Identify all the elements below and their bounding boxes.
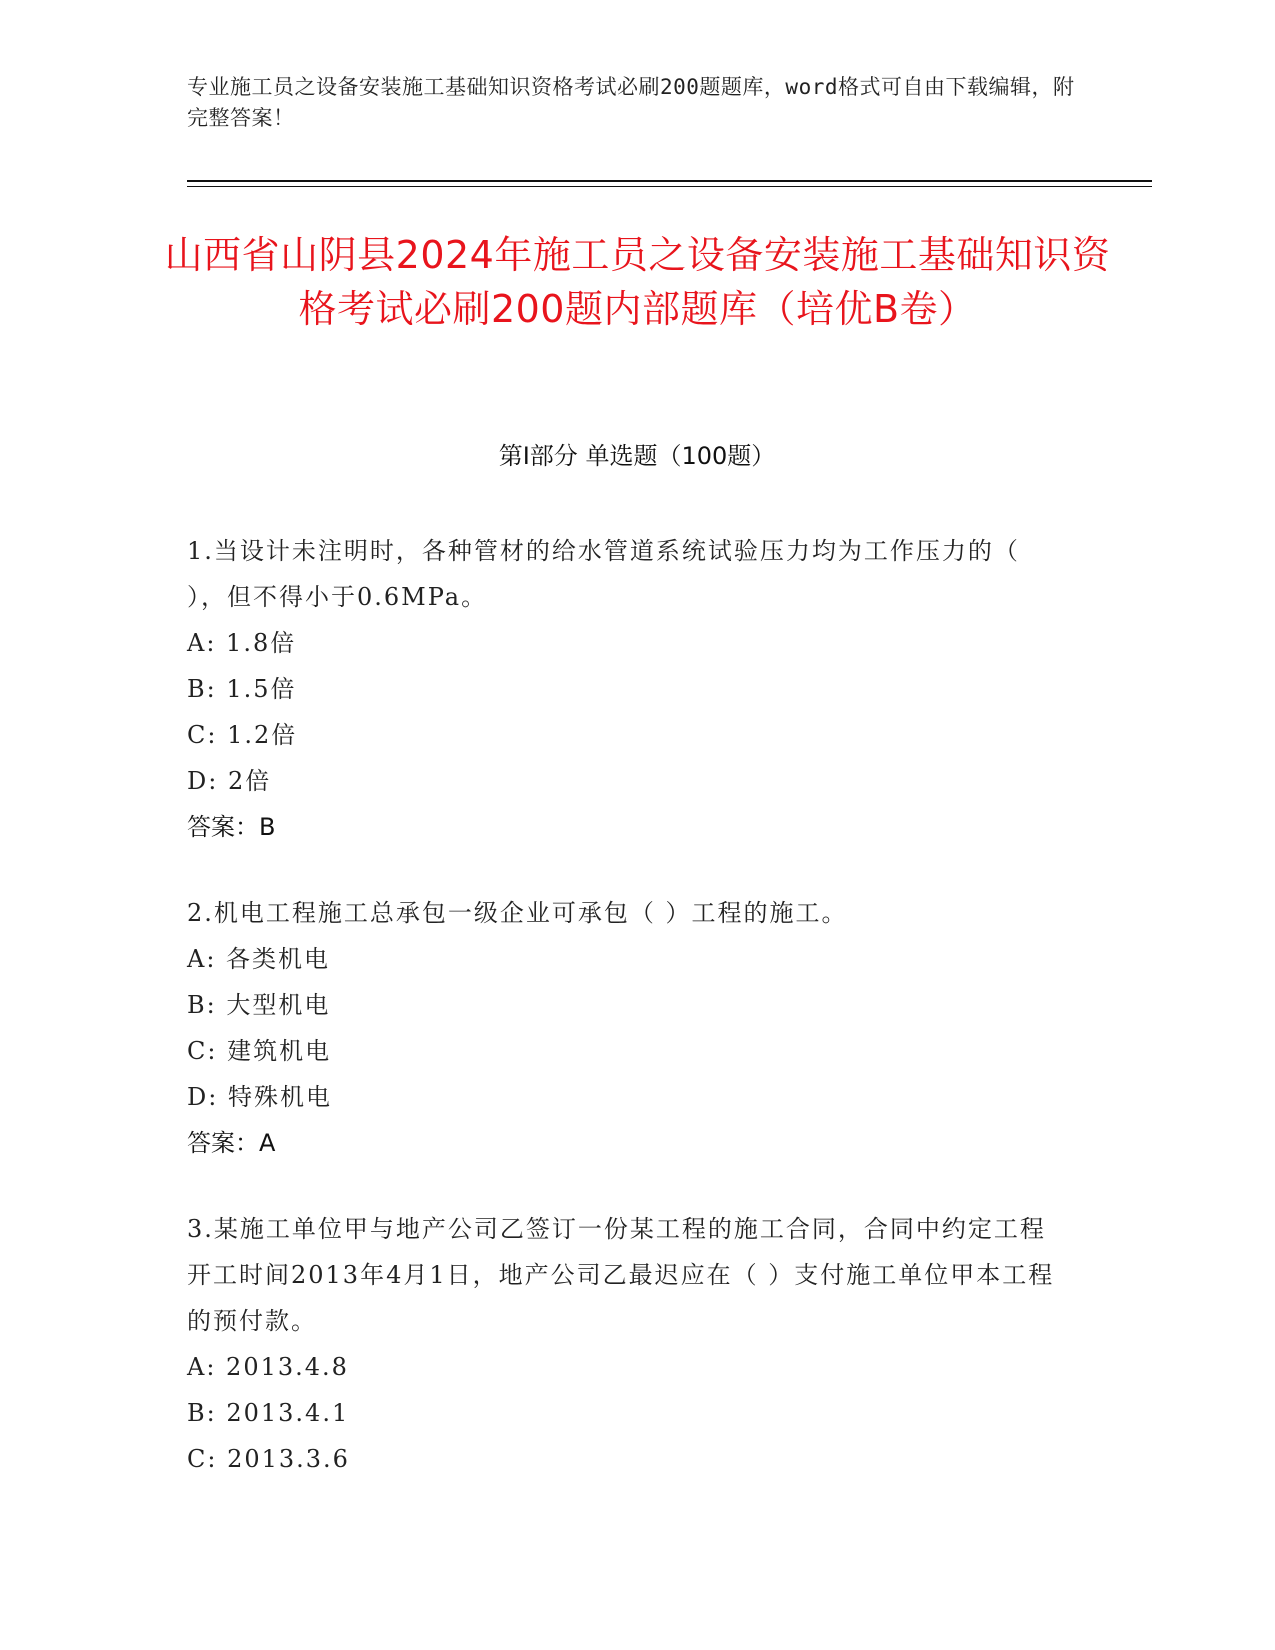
option-c: C: 建筑机电 [187, 1037, 332, 1065]
option-a: A: 1.8倍 [187, 629, 297, 657]
question-item [187, 1206, 1067, 1482]
option-d: D: 特殊机电 [187, 1083, 332, 1111]
question-stem: 2.机电工程施工总承包一级企业可承包（ ）工程的施工。 [187, 899, 848, 927]
option-b: B: 大型机电 [187, 991, 331, 1019]
question-item [187, 890, 1067, 1166]
option-a: A: 2013.4.8 [187, 1353, 349, 1381]
question-list [187, 528, 1067, 1522]
option-c: C: 1.2倍 [187, 721, 298, 749]
answer-line: 答案：A [187, 1129, 276, 1157]
option-b: B: 2013.4.1 [187, 1399, 350, 1427]
header-divider-thick [187, 180, 1152, 182]
option-d: D: 2倍 [187, 767, 272, 795]
option-b: B: 1.5倍 [187, 675, 297, 703]
header-divider-thin [187, 186, 1152, 187]
question-stem: 1.当设计未注明时，各种管材的给水管道系统试验压力均为工作压力的（ ），但不得小于0.6MPa。 [187, 537, 1020, 611]
question-item [187, 528, 1067, 850]
header-note: 专业施工员之设备安装施工基础知识资格考试必刷200题题库，word格式可自由下载编辑，附完整答案！ [187, 75, 1075, 130]
answer-line: 答案：B [187, 813, 276, 841]
section-heading: 第Ⅰ部分 单选题（100题） [498, 442, 776, 470]
question-stem: 3.某施工单位甲与地产公司乙签订一份某工程的施工合同，合同中约定工程开工时间2013年4月1日，地产公司乙最迟应在（ ）支付施工单位甲本工程的预付款。 [187, 1215, 1055, 1335]
document-title: 山西省山阴县2024年施工员之设备安装施工基础知识资格考试必刷200题内部题库（培优B卷） [164, 233, 1111, 331]
option-a: A: 各类机电 [187, 945, 331, 973]
option-c: C: 2013.3.6 [187, 1445, 350, 1473]
